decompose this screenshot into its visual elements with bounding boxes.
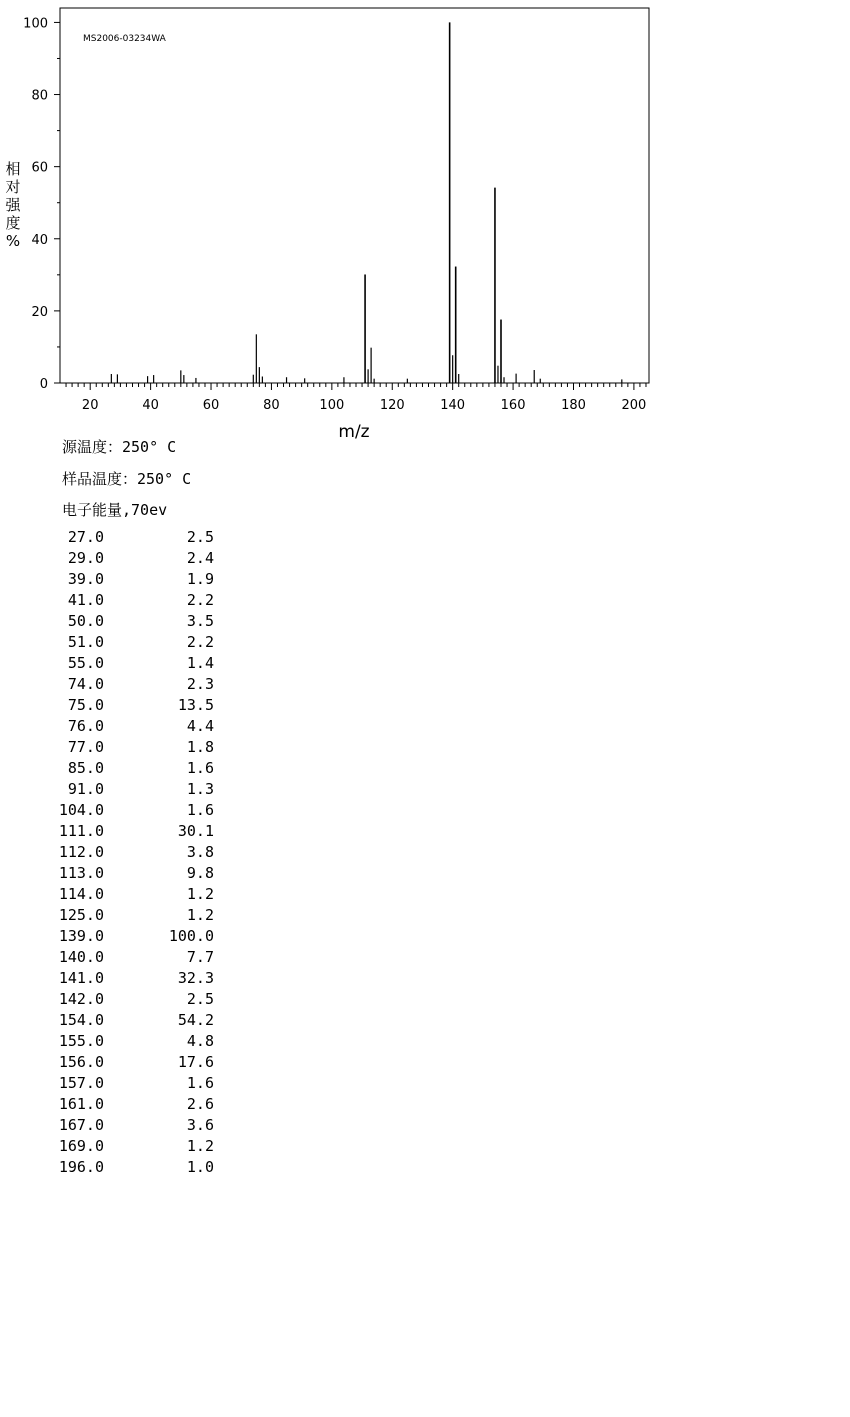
abundance-cell: 1.6: [186, 1074, 214, 1092]
abundance-cell: 2.5: [186, 528, 214, 546]
table-row: [40, 590, 214, 611]
mz-cell: 196.0: [58, 1158, 104, 1176]
source-temperature: 源温度：250° C: [62, 438, 177, 456]
y-tick-label: 60: [31, 160, 48, 176]
abundance-cell: 100.0: [168, 927, 214, 945]
mz-cell: 154.0: [58, 1011, 104, 1029]
table-row: [40, 800, 214, 821]
mz-cell: 91.0: [67, 780, 104, 798]
mz-cell: 51.0: [67, 633, 104, 651]
table-row: [40, 989, 214, 1010]
table-row: [40, 695, 214, 716]
x-tick-label: 60: [202, 398, 220, 413]
abundance-cell: 1.3: [186, 780, 214, 798]
table-row: [40, 884, 214, 905]
table-row: [40, 821, 214, 842]
abundance-cell: 1.0: [186, 1158, 214, 1176]
abundance-cell: 2.4: [186, 549, 214, 567]
mz-cell: 140.0: [58, 948, 104, 966]
y-axis-label-char: %: [5, 232, 21, 250]
x-tick-label: 80: [263, 398, 280, 413]
abundance-cell: 1.9: [186, 570, 214, 588]
mz-cell: 55.0: [67, 654, 104, 672]
table-row: [40, 1010, 214, 1031]
table-row: [40, 527, 214, 548]
abundance-cell: 30.1: [177, 822, 214, 840]
abundance-cell: 1.6: [186, 759, 214, 777]
y-axis-label: [5, 160, 21, 250]
x-tick-label: 160: [500, 398, 526, 413]
y-tick-label: 100: [23, 16, 48, 32]
y-axis-label-char: 相: [5, 160, 21, 178]
mz-cell: 77.0: [67, 738, 104, 756]
table-row: [40, 569, 214, 590]
mz-cell: 157.0: [58, 1074, 104, 1092]
mz-cell: 114.0: [58, 885, 104, 903]
mz-cell: 125.0: [58, 906, 104, 924]
mz-cell: 167.0: [58, 1116, 104, 1134]
table-row: [40, 1031, 214, 1052]
x-axis-label: m/z: [338, 422, 370, 442]
abundance-cell: 3.8: [186, 843, 214, 861]
abundance-cell: 1.4: [186, 654, 214, 672]
mz-cell: 74.0: [67, 675, 104, 693]
table-row: [40, 611, 214, 632]
abundance-cell: 9.8: [186, 864, 214, 882]
x-tick-label: 100: [319, 398, 345, 413]
table-row: [40, 548, 214, 569]
table-row: [40, 1052, 214, 1073]
x-tick-label: 140: [440, 398, 466, 413]
table-row: [40, 842, 214, 863]
y-tick-label: 20: [31, 304, 48, 320]
table-row: [40, 674, 214, 695]
table-row: [40, 947, 214, 968]
mz-cell: 75.0: [67, 696, 104, 714]
x-axis: [66, 383, 646, 413]
mz-cell: 85.0: [67, 759, 104, 777]
abundance-cell: 2.2: [186, 633, 214, 651]
mz-cell: 50.0: [67, 612, 104, 630]
electron-energy: 电子能量,70ev: [62, 501, 168, 519]
plot-frame: [60, 8, 649, 383]
mz-cell: 27.0: [67, 528, 104, 546]
abundance-cell: 13.5: [177, 696, 214, 714]
mass-spectrum-chart: [0, 0, 850, 445]
table-row: [40, 1094, 214, 1115]
mz-cell: 112.0: [58, 843, 104, 861]
table-row: [40, 1073, 214, 1094]
table-row: [40, 968, 214, 989]
x-tick-label: 180: [561, 398, 586, 413]
y-tick-label: 40: [31, 232, 48, 248]
abundance-cell: 2.3: [186, 675, 214, 693]
y-axis: [23, 16, 60, 392]
abundance-cell: 54.2: [177, 1011, 214, 1029]
peak-bars: [111, 22, 621, 383]
abundance-cell: 2.6: [186, 1095, 214, 1113]
x-tick-label: 120: [379, 398, 405, 413]
abundance-cell: 1.2: [186, 885, 214, 903]
mz-cell: 155.0: [58, 1032, 104, 1050]
mz-cell: 41.0: [67, 591, 104, 609]
mz-cell: 142.0: [58, 990, 104, 1008]
abundance-cell: 3.6: [186, 1116, 214, 1134]
chart-title: MS2006-03234WA: [83, 34, 166, 44]
y-tick-label: 0: [39, 377, 48, 392]
peak-table: [40, 527, 214, 1178]
x-tick-label: 200: [621, 398, 647, 413]
mz-cell: 169.0: [58, 1137, 104, 1155]
abundance-cell: 7.7: [186, 948, 214, 966]
x-tick-label: 40: [142, 398, 159, 413]
mz-cell: 139.0: [58, 927, 104, 945]
abundance-cell: 1.2: [186, 906, 214, 924]
table-row: [40, 737, 214, 758]
table-row: [40, 758, 214, 779]
y-axis-label-char: 度: [5, 214, 21, 232]
table-row: [40, 926, 214, 947]
table-row: [40, 1157, 214, 1178]
table-row: [40, 1115, 214, 1136]
abundance-cell: 4.4: [186, 717, 214, 735]
abundance-cell: 1.2: [186, 1137, 214, 1155]
y-axis-label-char: 强: [5, 196, 21, 214]
mz-cell: 156.0: [58, 1053, 104, 1071]
sample-temperature: 样品温度：250° C: [62, 470, 192, 488]
mz-cell: 29.0: [67, 549, 104, 567]
y-axis-label-char: 对: [5, 178, 21, 196]
abundance-cell: 17.6: [177, 1053, 214, 1071]
table-row: [40, 905, 214, 926]
table-row: [40, 863, 214, 884]
abundance-cell: 1.8: [186, 738, 214, 756]
table-row: [40, 716, 214, 737]
y-tick-label: 80: [31, 88, 48, 104]
table-row: [40, 632, 214, 653]
abundance-cell: 1.6: [186, 801, 214, 819]
mz-cell: 141.0: [58, 969, 104, 987]
abundance-cell: 4.8: [186, 1032, 214, 1050]
x-tick-label: 20: [81, 398, 99, 413]
mz-cell: 111.0: [58, 822, 104, 840]
mz-cell: 113.0: [58, 864, 104, 882]
mz-cell: 39.0: [67, 570, 104, 588]
mz-cell: 76.0: [67, 717, 104, 735]
mz-cell: 104.0: [58, 801, 104, 819]
abundance-cell: 2.2: [186, 591, 214, 609]
abundance-cell: 32.3: [177, 969, 214, 987]
mz-cell: 161.0: [58, 1095, 104, 1113]
table-row: [40, 653, 214, 674]
table-row: [40, 1136, 214, 1157]
abundance-cell: 2.5: [186, 990, 214, 1008]
abundance-cell: 3.5: [186, 612, 214, 630]
table-row: [40, 779, 214, 800]
